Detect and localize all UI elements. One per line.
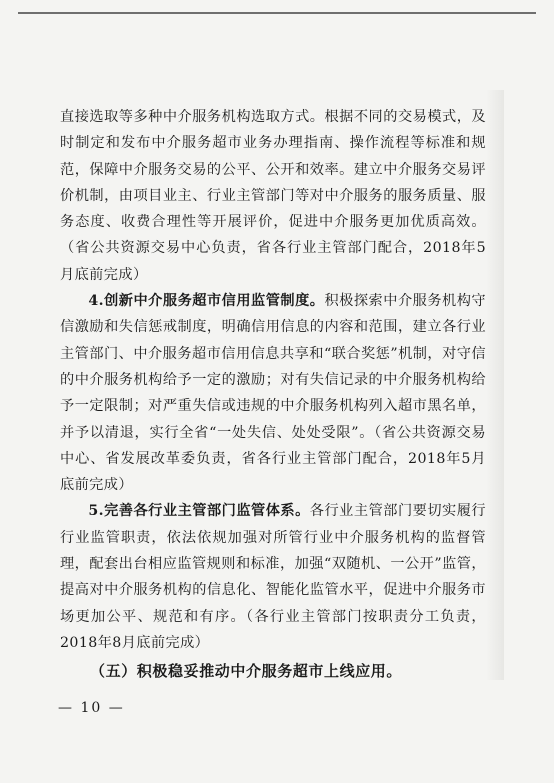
item-5-body: 各行业主管部门要切实履行行业监管职责，依法依规加强对所管行业中介服务机构的监督管理，配套出台相应监管规则和标准，加强“双随机、一公开”监管，提高对中介服务机构的信息化、智能化监管水平，促进中介服务市场更加公平、规范和有序。（各行业主管部门按职责分工负责，2018年8月底前完成）	[60, 503, 486, 651]
paragraph-item-4	[60, 288, 486, 498]
scan-edge-shadow	[486, 90, 504, 680]
section-heading: （五）积极稳妥推动中介服务超市上线应用。	[90, 662, 403, 681]
item-4-heading: 4.创新中介服务超市信用监管制度。	[88, 293, 325, 310]
paragraph-continuation	[60, 104, 486, 288]
paragraph-item-5	[60, 498, 486, 656]
top-border-line	[18, 12, 536, 14]
item-5-heading: 5.完善各行业主管部门监管体系。	[88, 503, 310, 520]
paragraph-body: 直接选取等多种中介服务机构选取方式。根据不同的交易模式，及时制定和发布中介服务超市业务办理指南、操作流程等标准和规范，保障中介服务交易的公平、公开和效率。建立中介服务交易评价机制，由项目业主、行业主管部门等对中介服务的服务质量、服务态度、收费合理性等开展评价，促进中介服务更加优质高效。（省公共资源交易中心负责，省各行业主管部门配合，2018年5月底前完成）	[60, 109, 486, 283]
page-number: — 10 —	[58, 700, 125, 716]
document-page	[60, 104, 486, 684]
item-4-body: 积极探索中介服务机构守信激励和失信惩戒制度，明确信用信息的内容和范围，建立各行业主管部门、中介服务超市信用信息共享和“联合奖惩”机制，对守信的中介服务机构给予一定的激励；对有失信记录的中介服务机构给予一定限制；对严重失信或违规的中介服务机构列入超市黑名单，并予以清退，实行全省“一处失信、处处受限”。（省公共资源交易中心、省发展改革委负责，省各行业主管部门配合，2018年5月底前完成）	[60, 293, 486, 494]
